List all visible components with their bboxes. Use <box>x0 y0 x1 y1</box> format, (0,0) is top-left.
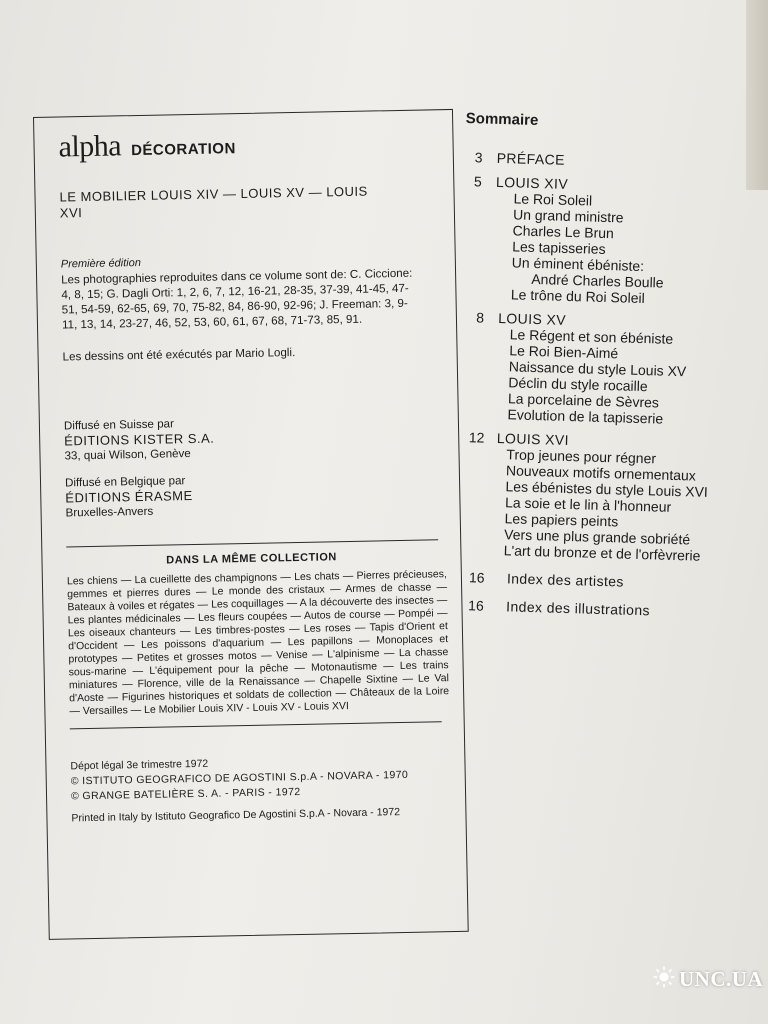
toc-page-number: 12 <box>468 429 485 446</box>
drawings-credit: Les dessins ont été exécutés par Mario Logli. <box>62 346 296 364</box>
legal-notice <box>70 752 441 826</box>
toc-section-louis-xvi <box>454 429 757 565</box>
series-brand <box>58 129 428 164</box>
collection-rule-top <box>66 539 438 547</box>
photo-credits: Les photographies reproduites dans ce volume sont de: C. Ciccione: 4, 8, 15; G. Dagli Orti: 1, 2, 6, 7, 12, 16-21, 28-35, 37-39, 41-45, 47-51, 54-59, 62-65, 69, 70, 75-82, 84, 86-90, 92-96; J. Freeman: 3, 9-11, 13, 14, 23-27, 46, 52, 53, 60, 61, 67, 68, 71-73, 85, 91. <box>61 266 413 332</box>
collection-title: DANS LA MÊME COLLECTION <box>166 551 337 567</box>
printed-in: Printed in Italy by Istituto Geografico De Agostini S.p.A - Novara - 1972 <box>71 806 401 825</box>
distributor-belgique-name: ÉDITIONS ÉRASME <box>65 488 193 506</box>
distributor-belgique <box>65 468 436 520</box>
toc-item: Le Roi Bien-Aimé <box>509 342 619 362</box>
toc-index-illustrations <box>452 597 752 621</box>
toc-item: Déclin du style rocaille <box>508 374 648 395</box>
distributor-suisse <box>64 411 435 463</box>
toc-item: André Charles Boulle <box>531 270 664 291</box>
toc-item: Les tapisseries <box>512 238 606 257</box>
toc-section-title: LOUIS XV <box>498 309 567 328</box>
table-of-contents <box>452 111 766 621</box>
toc-section-title: PRÉFACE <box>496 149 566 168</box>
distributor-suisse-name: ÉDITIONS KISTER S.A. <box>64 430 215 449</box>
distributor-belgique-address: Bruxelles-Anvers <box>65 504 154 520</box>
toc-preface <box>464 149 764 173</box>
toc-item: Les ébénistes du style Louis XVI <box>505 478 709 500</box>
toc-item: Un éminent ébéniste: <box>511 254 645 275</box>
toc-item: Vers une plus grande sobriété <box>503 526 691 548</box>
distributor-belgique-line1: Diffusé en Belgique par <box>64 474 186 490</box>
toc-item: Naissance du style Louis XV <box>508 358 687 380</box>
copyright-grange: © GRANGE BATELIÈRE S. A. - PARIS - 1972 <box>70 785 301 803</box>
distributor-suisse-line1: Diffusé en Suisse par <box>63 417 175 433</box>
toc-page-number: 5 <box>473 173 483 190</box>
copyright-agostini: © ISTITUTO GEOGRAFICO DE AGOSTINI S.p.A - NOVARA - 1970 <box>70 768 409 788</box>
brand-alpha: alpha <box>58 129 122 164</box>
watermark-text: UNC.UA <box>679 967 764 991</box>
toc-section-louis-xv <box>457 309 760 429</box>
toc-page-number: 16 <box>467 597 484 614</box>
watermark <box>653 966 763 993</box>
toc-item: Trop jeunes pour régner <box>506 446 657 467</box>
toc-section-title: LOUIS XIV <box>495 173 569 192</box>
brand-decoration: DÉCORATION <box>130 140 237 160</box>
colophon-frame <box>33 109 469 940</box>
toc-item: Le trône du Roi Soleil <box>510 286 645 307</box>
toc-heading: Sommaire <box>465 110 539 130</box>
volume-title: LE MOBILIER LOUIS XIV — LOUIS XV — LOUIS XVI <box>59 183 368 221</box>
toc-index-artists <box>453 569 753 593</box>
toc-item: Charles Le Brun <box>512 222 615 242</box>
toc-item: La porcelaine de Sèvres <box>507 390 660 411</box>
depot-legal: Dépot légal 3e trimestre 1972 <box>70 757 209 773</box>
sunburst-logo-icon <box>653 966 675 993</box>
toc-section-title: LOUIS XVI <box>496 429 570 448</box>
toc-item: Un grand ministre <box>512 206 624 226</box>
toc-index-title: Index des illustrations <box>505 598 651 619</box>
toc-page-number: 8 <box>476 309 485 326</box>
toc-item: L'art du bronze et de l'orfèvrerie <box>503 542 701 564</box>
toc-item: Evolution de la tapisserie <box>507 406 664 427</box>
toc-item: Les papiers peints <box>504 510 619 530</box>
toc-item: Le Régent et son ébéniste <box>509 326 674 347</box>
toc-index-title: Index des artistes <box>506 570 625 590</box>
distributor-suisse-address: 33, quai Wilson, Genève <box>64 447 191 463</box>
toc-page-number: 16 <box>468 569 485 586</box>
toc-item: Nouveaux motifs ornementaux <box>505 462 697 484</box>
collection-list: Les chiens — La cueillette des champignons — Les chats — Pierres précieuses, gemmes et pierres dures — Le monde des cristaux — Armes de chasse — Bateaux à voiles et régates — Les coquillages — A la découverte des insectes — Les plantes médicinales — Les fleurs coupées — Autos de course — Pompéi — Les oiseaux chanteurs — Les timbres-postes — Les roses — Tapis d'Orient et d'Occident — Les poissons d'aquarium — Les papillons — Monoplaces et prototypes — Petites et grosses motos — Venise — L'alpinisme — La chasse sous-marine — L'équipement pour la pêche — Motonautisme — Les trains miniatures — Florence, ville de la Renaissance — Chapelle Sixtine — Le Val d'Aoste — Figurines historiques et soldats de collection — Châteaux de la Loire — Versailles — Le Mobilier Louis XIV - Louis XV - Louis XVI <box>66 568 450 718</box>
toc-section-louis-xiv <box>461 173 764 309</box>
toc-item: Le Roi Soleil <box>513 190 593 209</box>
toc-item: La soie et le lin à l'honneur <box>504 494 672 515</box>
colophon-content <box>58 129 450 826</box>
edition-label: Première édition <box>60 256 142 271</box>
collection-rule-bottom <box>70 721 442 729</box>
toc-page-number: 3 <box>474 149 483 166</box>
